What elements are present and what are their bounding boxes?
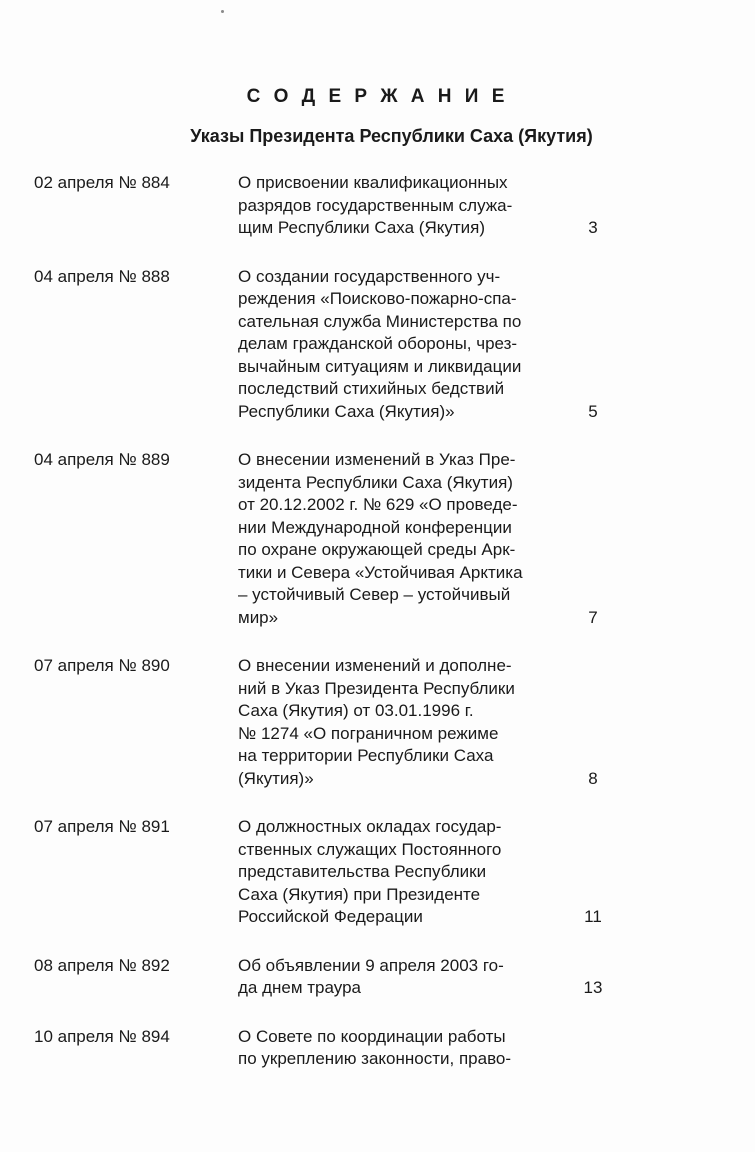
- toc-entry: [34, 816, 634, 929]
- toc-entry-page: 3: [588, 218, 598, 237]
- toc-entry-date: 02 апреля № 884: [34, 173, 170, 192]
- toc-entry-page: 5: [588, 401, 598, 421]
- toc-entry: [34, 172, 634, 240]
- toc-entry-date: 07 апреля № 890: [34, 656, 170, 675]
- toc-entry: [34, 655, 634, 790]
- toc-entry-title: О внесении изменений и дополне- ний в Указ Президента Республики Саха (Якутия) от 03.01.1996 г. № 1274 «О пограничном режиме на территории Республики Саха (Якутия)»: [238, 656, 515, 788]
- toc-entry-title: О создании государственного уч- реждения «Поисково-пожарно-спа- сательная служба Министерства по делам гражданской обороны, чрез- вычайным ситуациям и ликвидации последствий стихийных бедствий Республики Саха (Якутия)»: [238, 266, 522, 421]
- table-of-contents: [34, 172, 634, 1097]
- toc-entry-title: О Совете по координации работы по укреплению законности, право-: [238, 1026, 512, 1068]
- toc-entry: [34, 1026, 634, 1071]
- toc-entry-page: 11: [584, 907, 602, 926]
- toc-entry: [34, 266, 634, 424]
- toc-entry-date: 04 апреля № 889: [34, 450, 170, 469]
- scan-speck: [221, 10, 224, 13]
- toc-entry-title: Об объявлении 9 апреля 2003 го- да днем траура: [238, 955, 504, 997]
- toc-entry-page: 7: [588, 607, 598, 627]
- toc-entry-date: 04 апреля № 888: [34, 266, 170, 286]
- toc-entry: [34, 955, 634, 1000]
- toc-entry: [34, 449, 634, 629]
- toc-entry-date: 10 апреля № 894: [34, 1026, 170, 1046]
- page-title: С О Д Е Р Ж А Н И Е: [246, 86, 509, 107]
- toc-entry-page: 13: [583, 978, 603, 997]
- section-title: Указы Президента Республики Саха (Якутия): [190, 126, 593, 146]
- toc-entry-title: О должностных окладах государ- ственных служащих Постоянного представительства Республики Саха (Якутия) при Президенте Российской Федерации: [238, 817, 502, 926]
- toc-entry-title: О присвоении квалификационных разрядов государственным служа- щим Республики Саха (Якутия): [238, 173, 513, 237]
- toc-entry-date: 08 апреля № 892: [34, 955, 170, 975]
- toc-entry-date: 07 апреля № 891: [34, 817, 170, 836]
- toc-entry-page: 8: [588, 768, 598, 788]
- toc-entry-title: О внесении изменений в Указ Пре- зидента Республики Саха (Якутия) от 20.12.2002 г. № 629 «О проведе- нии Международной конференции по охране окружающей среды Арк- тики и Севера «Устойчивая Арктика – устойчивый Север – устойчивый мир»: [238, 450, 523, 627]
